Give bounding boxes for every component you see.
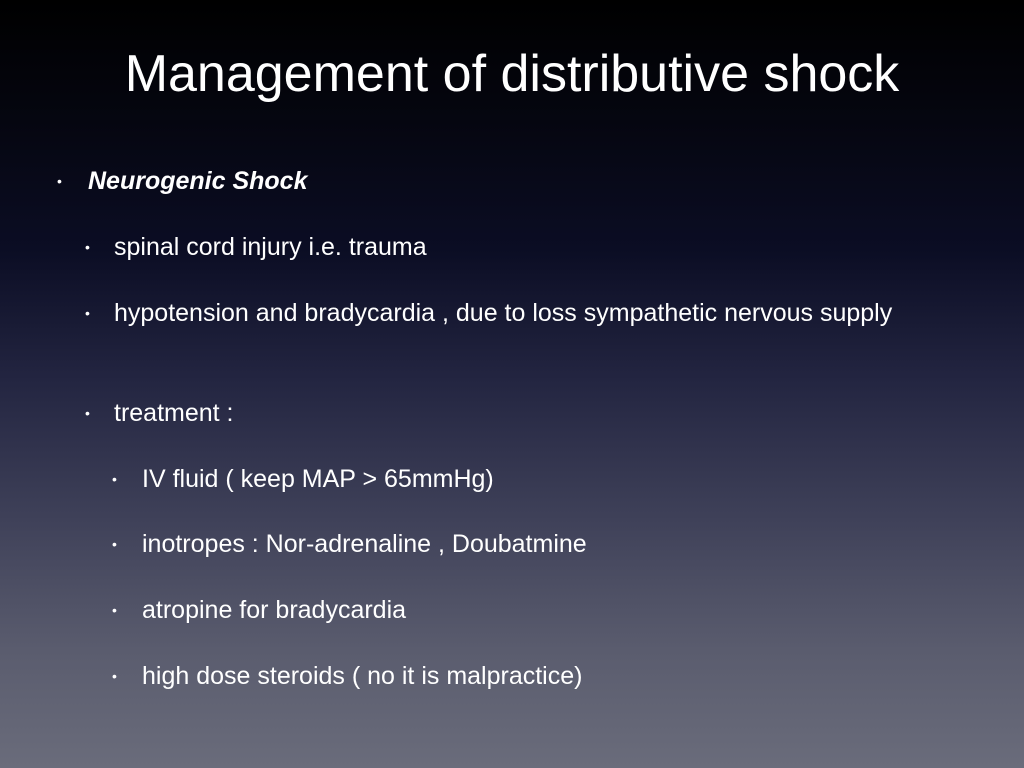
bullet-item-point [85,230,935,265]
treatment-text: inotropes : Nor-adrenaline , Doubatmine [142,530,587,558]
slide-title: Management of distributive shock [124,45,900,103]
point-text: hypotension and bradycardia , due to loss sympathetic nervous supply [114,299,893,327]
bullet-icon: • [112,471,117,487]
bullet-item-point [85,296,935,331]
point-text: treatment : [114,399,234,427]
bullet-item-treatment [112,659,932,694]
treatment-text: IV fluid ( keep MAP > 65mmHg) [142,465,494,493]
point-text: spinal cord injury i.e. trauma [114,233,427,261]
bullet-item-heading [57,164,308,199]
bullet-icon: • [85,305,90,321]
bullet-item-point [85,396,935,431]
bullet-icon: • [57,173,62,189]
bullet-item-treatment [112,527,932,562]
treatment-text: high dose steroids ( no it is malpractice) [142,662,583,690]
bullet-item-treatment [112,593,932,628]
bullet-icon: • [85,405,90,421]
bullet-item-treatment [112,462,932,497]
bullet-icon: • [85,239,90,255]
section-heading: Neurogenic Shock [88,167,308,195]
bullet-icon: • [112,602,117,618]
bullet-icon: • [112,536,117,552]
treatment-text: atropine for bradycardia [142,596,407,624]
bullet-icon: • [112,668,117,684]
